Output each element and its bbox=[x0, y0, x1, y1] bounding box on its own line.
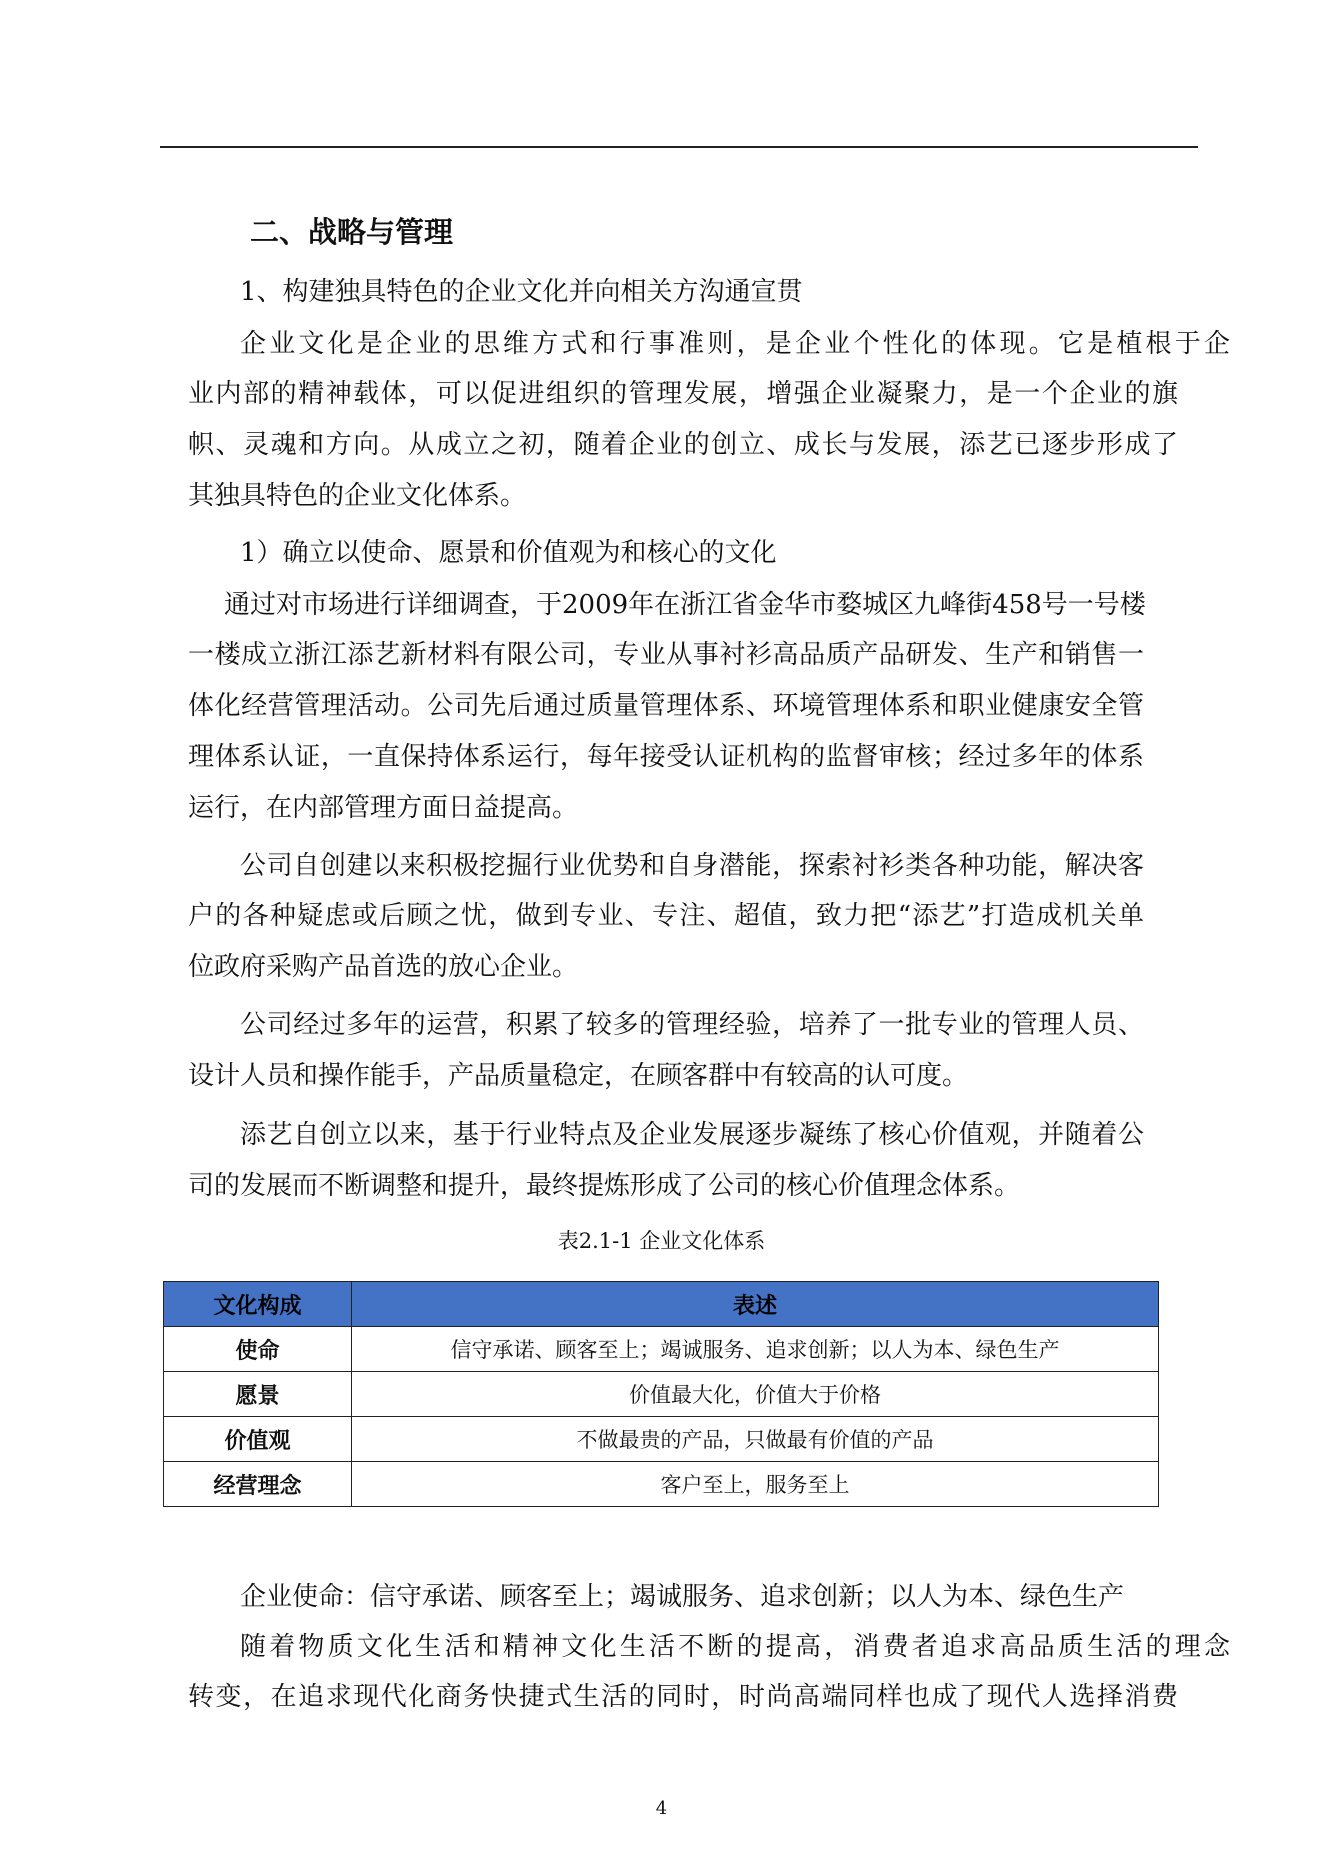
paragraph-line: 位政府采购产品首选的放心企业。 bbox=[188, 952, 579, 982]
paragraph-line: 企业使命：信守承诺、顾客至上；竭诚服务、追求创新；以人为本、绿色生产 bbox=[240, 1582, 1125, 1612]
table-header-cell: 文化构成 bbox=[164, 1282, 352, 1327]
paragraph-line: 转变，在追求现代化商务快捷式生活的同时，时尚高端同样也成了现代人选择消费 bbox=[188, 1682, 1178, 1712]
table-value-cell: 客户至上，服务至上 bbox=[352, 1462, 1159, 1507]
culture-table bbox=[163, 1281, 1159, 1507]
table-row bbox=[164, 1417, 1159, 1462]
header-rule bbox=[160, 146, 1198, 148]
paragraph-line: 理体系认证，一直保持体系运行，每年接受认证机构的监督审核；经过多年的体系 bbox=[188, 742, 1144, 772]
paragraph-line: 公司经过多年的运营，积累了较多的管理经验，培养了一批专业的管理人员、 bbox=[240, 1010, 1144, 1040]
table-value-cell: 不做最贵的产品，只做最有价值的产品 bbox=[352, 1417, 1159, 1462]
table-row bbox=[164, 1462, 1159, 1507]
paragraph-line: 帜、灵魂和方向。从成立之初，随着企业的创立、成长与发展，添艺已逐步形成了 bbox=[188, 430, 1178, 460]
table-caption: 表2.1-1 企业文化体系 bbox=[557, 1229, 766, 1253]
table-key-cell: 愿景 bbox=[164, 1372, 352, 1417]
paragraph-line: 其独具特色的企业文化体系。 bbox=[188, 481, 527, 511]
paragraph-line: 户的各种疑虑或后顾之忧，做到专业、专注、超值，致力把“添艺”打造成机关单 bbox=[188, 901, 1144, 931]
table-header-cell: 表述 bbox=[352, 1282, 1159, 1327]
paragraph-line: 一楼成立浙江添艺新材料有限公司，专业从事衬衫高品质产品研发、生产和销售一 bbox=[188, 640, 1144, 670]
table-row bbox=[164, 1372, 1159, 1417]
section-title: 二、战略与管理 bbox=[250, 215, 454, 249]
table-key-cell: 价值观 bbox=[164, 1417, 352, 1462]
table-value-cell: 信守承诺、顾客至上；竭诚服务、追求创新；以人为本、绿色生产 bbox=[352, 1327, 1159, 1372]
paragraph-line: 添艺自创立以来，基于行业特点及企业发展逐步凝练了核心价值观，并随着公 bbox=[240, 1120, 1144, 1150]
paragraph-line: 业内部的精神载体，可以促进组织的管理发展，增强企业凝聚力，是一个企业的旗 bbox=[188, 379, 1178, 409]
page-number: 4 bbox=[655, 1798, 668, 1819]
paragraph-line: 随着物质文化生活和精神文化生活不断的提高，消费者追求高品质生活的理念 bbox=[240, 1632, 1230, 1662]
table-row bbox=[164, 1327, 1159, 1372]
paragraph-line: 通过对市场进行详细调查，于2009年在浙江省金华市婺城区九峰街458号一号楼 bbox=[224, 590, 1146, 620]
paragraph-line: 司的发展而不断调整和提升，最终提炼形成了公司的核心价值理念体系。 bbox=[188, 1171, 1021, 1201]
subsection-heading: 1、构建独具特色的企业文化并向相关方沟通宣贯 bbox=[240, 277, 803, 307]
table-value-cell: 价值最大化，价值大于价格 bbox=[352, 1372, 1159, 1417]
table-header-row bbox=[164, 1282, 1159, 1327]
paragraph-line: 运行，在内部管理方面日益提高。 bbox=[188, 793, 579, 823]
table-key-cell: 经营理念 bbox=[164, 1462, 352, 1507]
paragraph-line: 体化经营管理活动。公司先后通过质量管理体系、环境管理体系和职业健康安全管 bbox=[188, 691, 1144, 721]
paragraph-line: 设计人员和操作能手，产品质量稳定，在顾客群中有较高的认可度。 bbox=[188, 1061, 969, 1091]
table-key-cell: 使命 bbox=[164, 1327, 352, 1372]
subsection-heading: 1）确立以使命、愿景和价值观为和核心的文化 bbox=[240, 538, 777, 568]
paragraph-line: 公司自创建以来积极挖掘行业优势和自身潜能，探索衬衫类各种功能，解决客 bbox=[240, 851, 1144, 881]
paragraph-line: 企业文化是企业的思维方式和行事准则，是企业个性化的体现。它是植根于企 bbox=[240, 329, 1230, 359]
